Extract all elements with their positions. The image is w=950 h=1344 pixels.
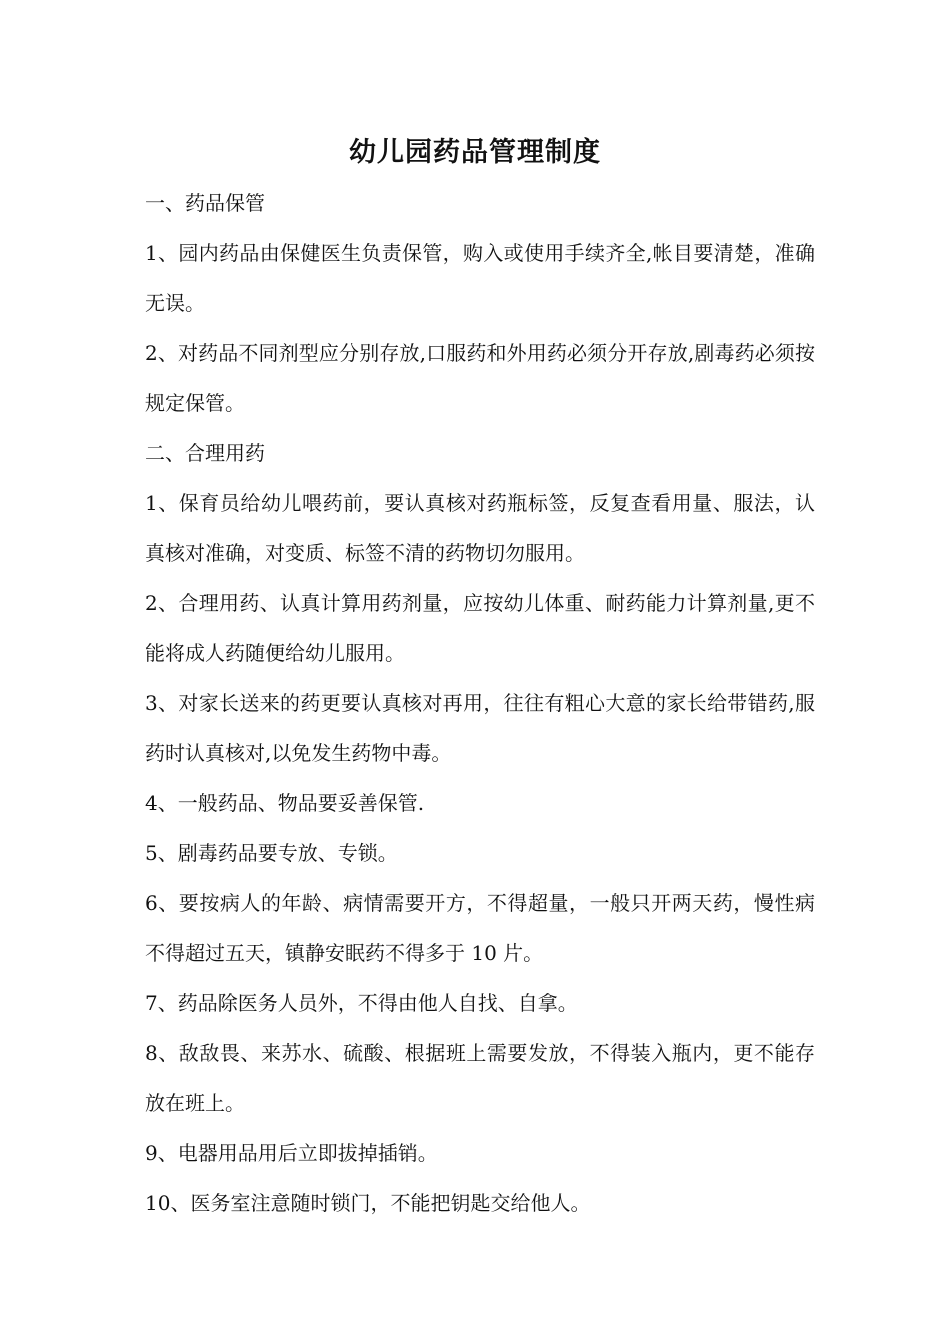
paragraph: 6、要按病人的年龄、病情需要开方，不得超量，一般只开两天药，慢性病不得超过五天，镇静安眠药不得多于 10 片。	[145, 891, 815, 965]
paragraph: 8、敌敌畏、来苏水、硫酸、根据班上需要发放，不得装入瓶内，更不能存放在班上。	[145, 1041, 815, 1115]
paragraph: 4、一般药品、物品要妥善保管.	[145, 791, 425, 815]
paragraph: 2、对药品不同剂型应分别存放,口服药和外用药必须分开存放,剧毒药必须按规定保管。	[145, 341, 815, 415]
section-heading: 二、合理用药	[145, 441, 265, 465]
paragraph: 9、电器用品用后立即拔掉插销。	[145, 1141, 438, 1165]
section-heading: 一、药品保管	[145, 191, 265, 215]
paragraph: 5、剧毒药品要专放、专锁。	[145, 841, 398, 865]
paragraph: 2、合理用药、认真计算用药剂量，应按幼儿体重、耐药能力计算剂量,更不能将成人药随便给幼儿服用。	[145, 591, 815, 665]
paragraph: 7、药品除医务人员外，不得由他人自找、自拿。	[145, 991, 578, 1015]
paragraph: 1、园内药品由保健医生负责保管，购入或使用手续齐全,帐目要清楚，准确无误。	[145, 241, 815, 315]
paragraph: 10、医务室注意随时锁门，不能把钥匙交给他人。	[145, 1191, 591, 1215]
document-title: 幼儿园药品管理制度	[349, 137, 601, 168]
paragraph: 1、保育员给幼儿喂药前，要认真核对药瓶标签，反复查看用量、服法，认真核对准确，对变质、标签不清的药物切勿服用。	[145, 491, 815, 565]
paragraph: 3、对家长送来的药更要认真核对再用，往往有粗心大意的家长给带错药,服药时认真核对,以免发生药物中毒。	[145, 691, 815, 765]
document-body	[145, 178, 815, 1228]
